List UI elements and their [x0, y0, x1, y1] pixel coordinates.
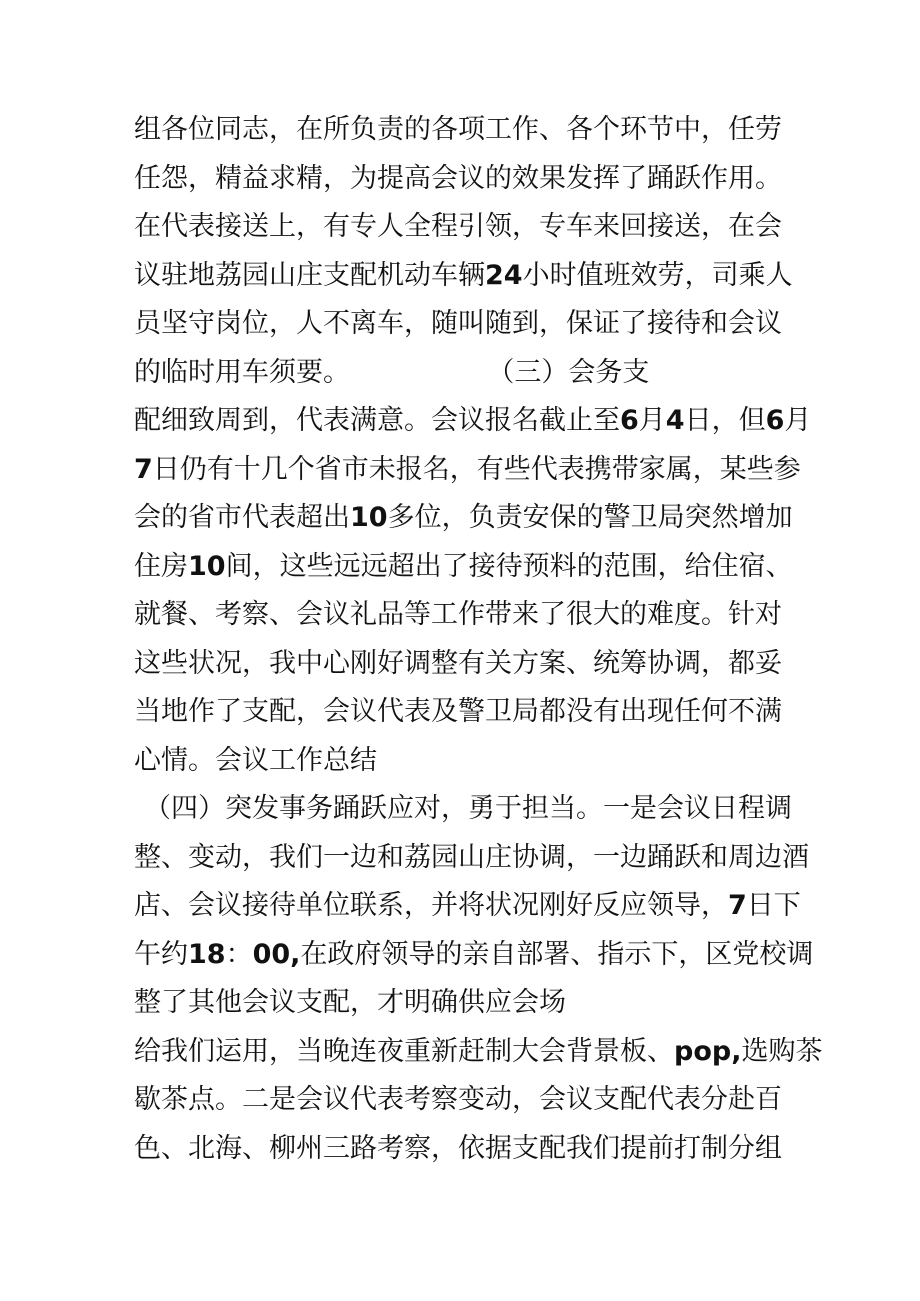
text-line: 的临时用车须要。 （三）会务支: [134, 357, 650, 388]
text-line: 7日仍有十几个省市未报名，有些代表携带家属，某些参: [134, 454, 801, 485]
text-line: 整了其他会议支配，才明确供应会场: [134, 987, 566, 1018]
text-line: 店、会议接待单位联系，并将状况刚好反应领导，7日下: [134, 890, 801, 921]
text-line: 整、变动，我们一边和荔园山庄协调，一边踊跃和周边酒: [134, 842, 809, 873]
text-line: 歇茶点。二是会议代表考察变动，会议支配代表分赴百: [134, 1084, 782, 1115]
text-line: 当地作了支配，会议代表及警卫局都没有出现任何不满: [134, 696, 782, 727]
text-line: 心情。会议工作总结: [134, 745, 377, 776]
text-line: 住房10间，这些远远超出了接待预料的范围，给住宿、: [134, 551, 793, 582]
text-line: 任怨，精益求精，为提高会议的效果发挥了踊跃作用。: [134, 163, 782, 194]
text-line: 议驻地荔园山庄支配机动车辆24小时值班效劳，司乘人: [134, 260, 793, 291]
text-line: （四）突发事务踊跃应对，勇于担当。一是会议日程调: [144, 793, 792, 824]
text-line: 组各位同志，在所负责的各项工作、各个环节中，任劳: [134, 114, 782, 145]
text-line: 会的省市代表超出10多位，负责安保的警卫局突然增加: [134, 502, 793, 533]
text-line: 给我们运用，当晚连夜重新赶制大会背景板、pop,选购茶: [134, 1036, 823, 1067]
text-line: 午约18：00,在政府领导的亲自部署、指示下，区党校调: [134, 939, 814, 970]
text-line: 员坚守岗位，人不离车，随叫随到，保证了接待和会议: [134, 308, 782, 339]
text-line: 就餐、考察、会议礼品等工作带来了很大的难度。针对: [134, 599, 782, 630]
text-line: 配细致周到，代表满意。会议报名截止至6月4日，但6月: [134, 405, 812, 436]
text-line: 这些状况，我中心刚好调整有关方案、统筹协调，都妥: [134, 648, 782, 679]
text-line: 色、北海、柳州三路考察，依据支配我们提前打制分组: [134, 1133, 782, 1164]
text-line: 在代表接送上，有专人全程引领，专车来回接送，在会: [134, 211, 782, 242]
